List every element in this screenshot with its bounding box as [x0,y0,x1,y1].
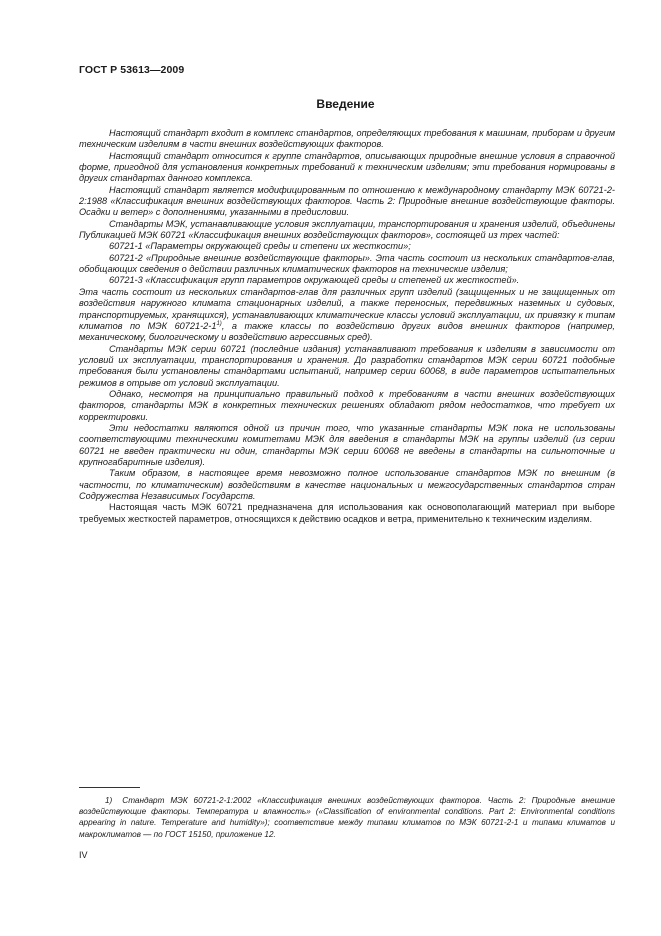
footnote-reference: 1) [216,320,222,327]
paragraph: Таким образом, в настоящее время невозможно полное использование стандартов МЭК по внешним (в частности, по климатическим) воздействиям в качестве национальных и межгосударственных стандартов стран Содружества Независимых Государств. [79,468,615,501]
footnote [79,795,615,840]
page-number: IV [79,850,88,860]
paragraph: Настоящий стандарт является модифицированным по отношению к международному стандарту МЭК 60721-2-2:1988 «Классификация внешних воздействующих факторов. Часть 2: Природные внешние воздействующие факторы. Осадки и ветер» с дополнениями, указанными в предисловии. [79,184,615,218]
paragraph-text: Эта часть состоит из нескольких стандартов-глав для различных групп изделий (защищенных и не защищенных от воздействия наружного климата стационарных изделий, а также переносных, передвижных наземных и судовых, транспортируемых, хранящихся), устанавливающих климатические классы условий эксплуатации, их привязку к типам климатов по МЭК 60721-2-1 [79,286,615,331]
document-body [79,128,615,525]
paragraph: 60721-2 «Природные внешние воздействующие факторы». Эта часть состоит из нескольких стандартов-глав, обобщающих сведения о действии различных климатических факторов на технические изделия; [79,252,615,275]
paragraph: Настоящий стандарт относится к группе стандартов, описывающих природные внешние условия в справочной форме, пригодной для установления конкретных требований к техническим изделиям; эти требования нормированы в других стандартах данного комплекса. [79,150,615,184]
document-header: ГОСТ Р 53613—2009 [79,64,185,76]
paragraph [79,287,615,344]
paragraph: Настоящая часть МЭК 60721 предназначена для использования как основополагающий материал при выборе требуемых жесткостей параметров, относящихся к действию осадков и ветра, применительно к техническим изделиям. [79,502,615,524]
footnote-mark: 1) [105,796,113,805]
paragraph-text: , а также классы по воздействию других видов внешних факторов (например, механическому, биологическому и воздействию агрессивных сред). [79,320,615,343]
section-title: Введение [316,97,375,111]
paragraph: Стандарты МЭК серии 60721 (последние издания) устанавливают требования к изделиям в зависимости от условий их эксплуатации, транспортирования и хранения. До разработки стандартов МЭК серии 60721 подобные требования были установлены стандартами испытаний, например серии 60068, в виде параметров испытательных режимов в отрыве от условий эксплуатации. [79,343,615,388]
paragraph: Стандарты МЭК, устанавливающие условия эксплуатации, транспортирования и хранения изделий, объединены Публикацией МЭК 60721 «Классификация внешних воздействующих факторов», состоящей из трех частей: [79,218,615,241]
paragraph: 60721-3 «Классификация групп параметров окружающей среды и степеней их жесткостей». [109,275,520,286]
paragraph: Однако, несмотря на принципиально правильный подход к требованиям в части внешних воздействующих факторов, стандарты МЭК в конкретных технических решениях обладают рядом недостатков, что требует их корректировки. [79,388,615,422]
paragraph: Эти недостатки являются одной из причин того, что указанные стандарты МЭК пока не использованы соответствующими техническими комитетами МЭК для введения в стандарты МЭК на группы изделий (из серии 60721 не введен практически ни один, стандарты МЭК серии 60068 не введены в стандарты на сильноточные и крупногабаритные изделия). [79,422,615,467]
footnote-text: Стандарт МЭК 60721-2-1:2002 «Классификация внешних воздействующих факторов. Часть 2: Природные внешние воздействующие факторы. Температура и влажность» («Classification of environmental conditions. Part 2: Environmental conditions appearing in nature. Temperature and humidity»); соответствие между типами климатов по МЭК 60721-2-1 и типами климатов и макроклиматов — по ГОСТ 15150, приложение 12. [79,796,615,839]
paragraph: Настоящий стандарт входит в комплекс стандартов, определяющих требования к машинам, приборам и другим техническим изделиям в части внешних воздействующих факторов. [79,128,615,150]
footnote-divider [79,787,140,788]
paragraph: 60721-1 «Параметры окружающей среды и степени их жесткости»; [109,241,411,252]
